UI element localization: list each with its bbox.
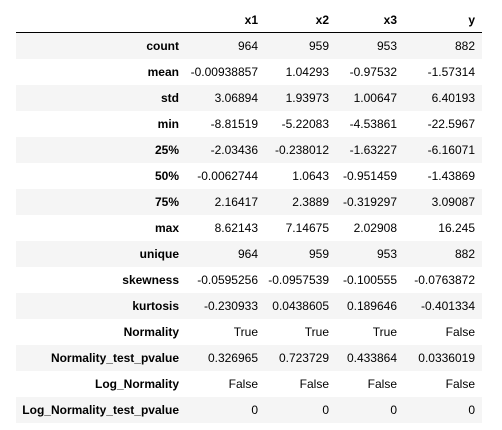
table-cell: True: [372, 325, 397, 339]
table-row: [16, 85, 482, 111]
row-label: std: [161, 91, 179, 105]
table-row: [16, 163, 482, 189]
row-label: Normality: [123, 325, 179, 339]
header-row: [16, 7, 482, 33]
table-cell: 0: [251, 403, 258, 417]
table-cell: 0.0336019: [418, 351, 475, 365]
table-row: [16, 215, 482, 241]
table-row: [16, 189, 482, 215]
table-cell: -1.57314: [427, 65, 475, 79]
table-cell: 0.189646: [346, 299, 397, 313]
table-cell: 7.14675: [285, 221, 329, 235]
table-cell: 0: [390, 403, 397, 417]
table-row: [16, 345, 482, 371]
column-header: x2: [265, 7, 336, 33]
table-cell: -0.97532: [349, 65, 397, 79]
table-row: [16, 241, 482, 267]
row-label: Normality_test_pvalue: [50, 351, 179, 365]
table-row: [16, 267, 482, 293]
table-cell: -0.0062744: [197, 169, 258, 183]
table-cell: 3.06894: [214, 91, 258, 105]
row-label: min: [157, 117, 179, 131]
table-cell: 1.0643: [292, 169, 329, 183]
row-label: 75%: [154, 195, 179, 209]
table-cell: 959: [308, 247, 329, 261]
table-cell: 3.09087: [431, 195, 475, 209]
table-cell: 0.723729: [278, 351, 329, 365]
table-cell: -0.230933: [203, 299, 258, 313]
table-row: [16, 371, 482, 397]
table-cell: True: [233, 325, 258, 339]
table-cell: -0.100555: [342, 273, 397, 287]
table-cell: 0.433864: [346, 351, 397, 365]
table-cell: -1.43869: [427, 169, 475, 183]
table-cell: 882: [454, 39, 475, 53]
table-cell: 6.40193: [431, 91, 475, 105]
table-cell: -8.81519: [210, 117, 258, 131]
row-label: mean: [147, 65, 179, 79]
table-row: [16, 111, 482, 137]
table-cell: 16.245: [438, 221, 475, 235]
table-cell: 964: [237, 39, 258, 53]
row-label: kurtosis: [132, 299, 179, 313]
table-row: [16, 397, 482, 423]
table-row: [16, 293, 482, 319]
table-body: [16, 33, 482, 424]
table-cell: -0.319297: [342, 195, 397, 209]
table-cell: 1.00647: [353, 91, 397, 105]
index-header: [16, 7, 186, 33]
table-cell: -0.951459: [342, 169, 397, 183]
table-cell: 2.3889: [292, 195, 329, 209]
column-header: y: [404, 7, 482, 33]
table-cell: -0.00938857: [190, 65, 258, 79]
table-cell: 959: [308, 39, 329, 53]
table-cell: False: [299, 377, 329, 391]
table-cell: 0.326965: [207, 351, 258, 365]
row-label: Log_Normality_test_pvalue: [22, 403, 179, 417]
row-label: skewness: [122, 273, 179, 287]
table-cell: -0.238012: [274, 143, 329, 157]
table-row: [16, 137, 482, 163]
table-cell: 953: [376, 39, 397, 53]
column-header: x3: [336, 7, 404, 33]
table-cell: -0.0595256: [197, 273, 258, 287]
table-row: [16, 319, 482, 345]
table-cell: -0.0763872: [414, 273, 475, 287]
table-cell: 0: [322, 403, 329, 417]
table-cell: False: [228, 377, 258, 391]
row-label: unique: [139, 247, 179, 261]
table-cell: 964: [237, 247, 258, 261]
describe-dataframe: [16, 7, 482, 423]
table-cell: -2.03436: [210, 143, 258, 157]
table-cell: -5.22083: [281, 117, 329, 131]
table-cell: -4.53861: [349, 117, 397, 131]
table-row: [16, 33, 482, 60]
table-cell: 2.02908: [353, 221, 397, 235]
table-cell: -1.63227: [349, 143, 397, 157]
table-cell: -0.401334: [420, 299, 475, 313]
table-cell: -6.16071: [427, 143, 475, 157]
table-cell: 1.04293: [285, 65, 329, 79]
table-cell: -0.0957539: [268, 273, 329, 287]
table-cell: True: [304, 325, 329, 339]
row-label: 25%: [154, 143, 179, 157]
table-cell: False: [445, 325, 475, 339]
table-cell: 882: [454, 247, 475, 261]
column-header: x1: [186, 7, 265, 33]
row-label: count: [146, 39, 179, 53]
table-cell: 8.62143: [214, 221, 258, 235]
table-cell: False: [445, 377, 475, 391]
row-label: max: [154, 221, 179, 235]
row-label: Log_Normality: [94, 377, 179, 391]
table-cell: 1.93973: [285, 91, 329, 105]
table-cell: 0.0438605: [272, 299, 329, 313]
table-cell: 953: [376, 247, 397, 261]
table-cell: 2.16417: [214, 195, 258, 209]
row-label: 50%: [154, 169, 179, 183]
table-cell: 0: [468, 403, 475, 417]
table-row: [16, 59, 482, 85]
table-cell: False: [367, 377, 397, 391]
table-cell: -22.5967: [427, 117, 475, 131]
